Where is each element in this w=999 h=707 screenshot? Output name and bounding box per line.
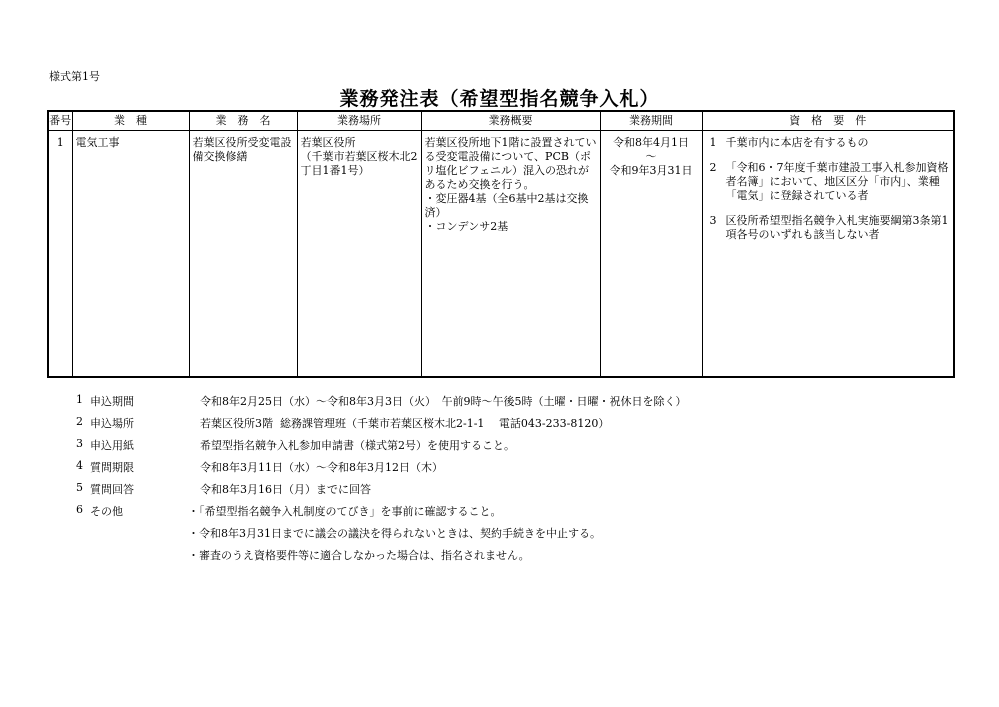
note-text: 若葉区役所3階 総務課管理班（千葉市若葉区桜木北2-1-1 電話043-233-8120） [200, 417, 610, 430]
cell-period [600, 131, 702, 378]
note-number: 3 [76, 437, 83, 450]
requirement-number: 1 [709, 136, 717, 149]
requirement-item [706, 214, 951, 242]
period-start: 令和8年4月1日 [613, 136, 689, 149]
note-text: 令和8年2月25日（水）～令和8年3月3日（火） 午前9時～午後5時（土曜・日曜・祝休日を除く） [200, 395, 687, 408]
note-number: 1 [76, 393, 83, 406]
cell-overview: 若葉区役所地下1階に設置されている受変電設備について、PCB（ポリ塩化ビフェニル）混入の恐れがあるため交換を行う。 ・変圧器4基（全6基中2基は交換済） ・コンデンサ2基 [421, 131, 600, 378]
requirement-number: 3 [709, 214, 717, 227]
header-requirements: 資 格 要 件 [702, 111, 954, 131]
cell-work-name: 若葉区役所受変電設備交換修繕 [189, 131, 297, 378]
header-work-name: 業 務 名 [189, 111, 297, 131]
requirement-number: 2 [709, 161, 717, 174]
note-item [76, 415, 686, 437]
cell-industry: 電気工事 [72, 131, 189, 378]
note-number: 4 [76, 459, 83, 472]
note-item [76, 459, 686, 481]
requirement-text: 区役所希望型指名競争入札実施要綱第3条第1項各号のいずれも該当しない者 [725, 214, 949, 241]
note-number: 6 [76, 503, 83, 516]
document-title: 業務発注表（希望型指名競争入札） [339, 88, 660, 110]
requirement-text: 千葉市内に本店を有するもの [725, 136, 869, 149]
header-overview: 業務概要 [421, 111, 600, 131]
note-text: ・「希望型指名競争入札制度のてびき」を事前に確認すること。 [188, 505, 502, 518]
requirement-item [706, 136, 951, 150]
table-header-row [48, 111, 954, 131]
cell-place: 若葉区役所 （千葉市若葉区桜木北2丁目1番1号） [297, 131, 421, 378]
note-text: 希望型指名競争入札参加申請書（様式第2号）を使用すること。 [200, 439, 515, 452]
note-number: 2 [76, 415, 83, 428]
header-industry: 業 種 [72, 111, 189, 131]
note-item [76, 503, 686, 525]
requirement-item [706, 161, 951, 203]
note-number: 5 [76, 481, 83, 494]
note-label: 申込場所 [90, 417, 134, 430]
notes-list [76, 393, 686, 569]
note-label: 質問期限 [90, 461, 134, 474]
cell-number: 1 [48, 131, 72, 378]
note-text: 令和8年3月16日（月）までに回答 [200, 483, 371, 496]
order-table [47, 110, 955, 378]
form-number: 様式第1号 [49, 70, 100, 83]
note-label: 申込期間 [90, 395, 134, 408]
table-row [48, 131, 954, 378]
note-item [76, 393, 686, 415]
requirement-text: 「令和6・7年度千葉市建設工事入札参加資格者名簿」において、地区区分「市内」、業種「電気」に登録されている者 [725, 161, 949, 202]
header-number: 番号 [48, 111, 72, 131]
header-place: 業務場所 [297, 111, 421, 131]
note-item [76, 481, 686, 503]
cell-requirements [702, 131, 954, 378]
period-end: 令和9年3月31日 [609, 164, 693, 177]
note-text: 令和8年3月11日（水）～令和8年3月12日（木） [200, 461, 443, 474]
other-text: ・令和8年3月31日までに議会の議決を得られないときは、契約手続きを中止する。 [188, 527, 601, 540]
note-label: 質問回答 [90, 483, 134, 496]
note-label: 申込用紙 [90, 439, 134, 452]
other-item [76, 547, 686, 569]
other-item [76, 525, 686, 547]
other-text: ・審査のうえ資格要件等に適合しなかった場合は、指名されません。 [188, 549, 530, 562]
note-label: その他 [90, 505, 123, 518]
period-separator: ～ [645, 150, 657, 163]
note-item [76, 437, 686, 459]
header-period: 業務期間 [600, 111, 702, 131]
